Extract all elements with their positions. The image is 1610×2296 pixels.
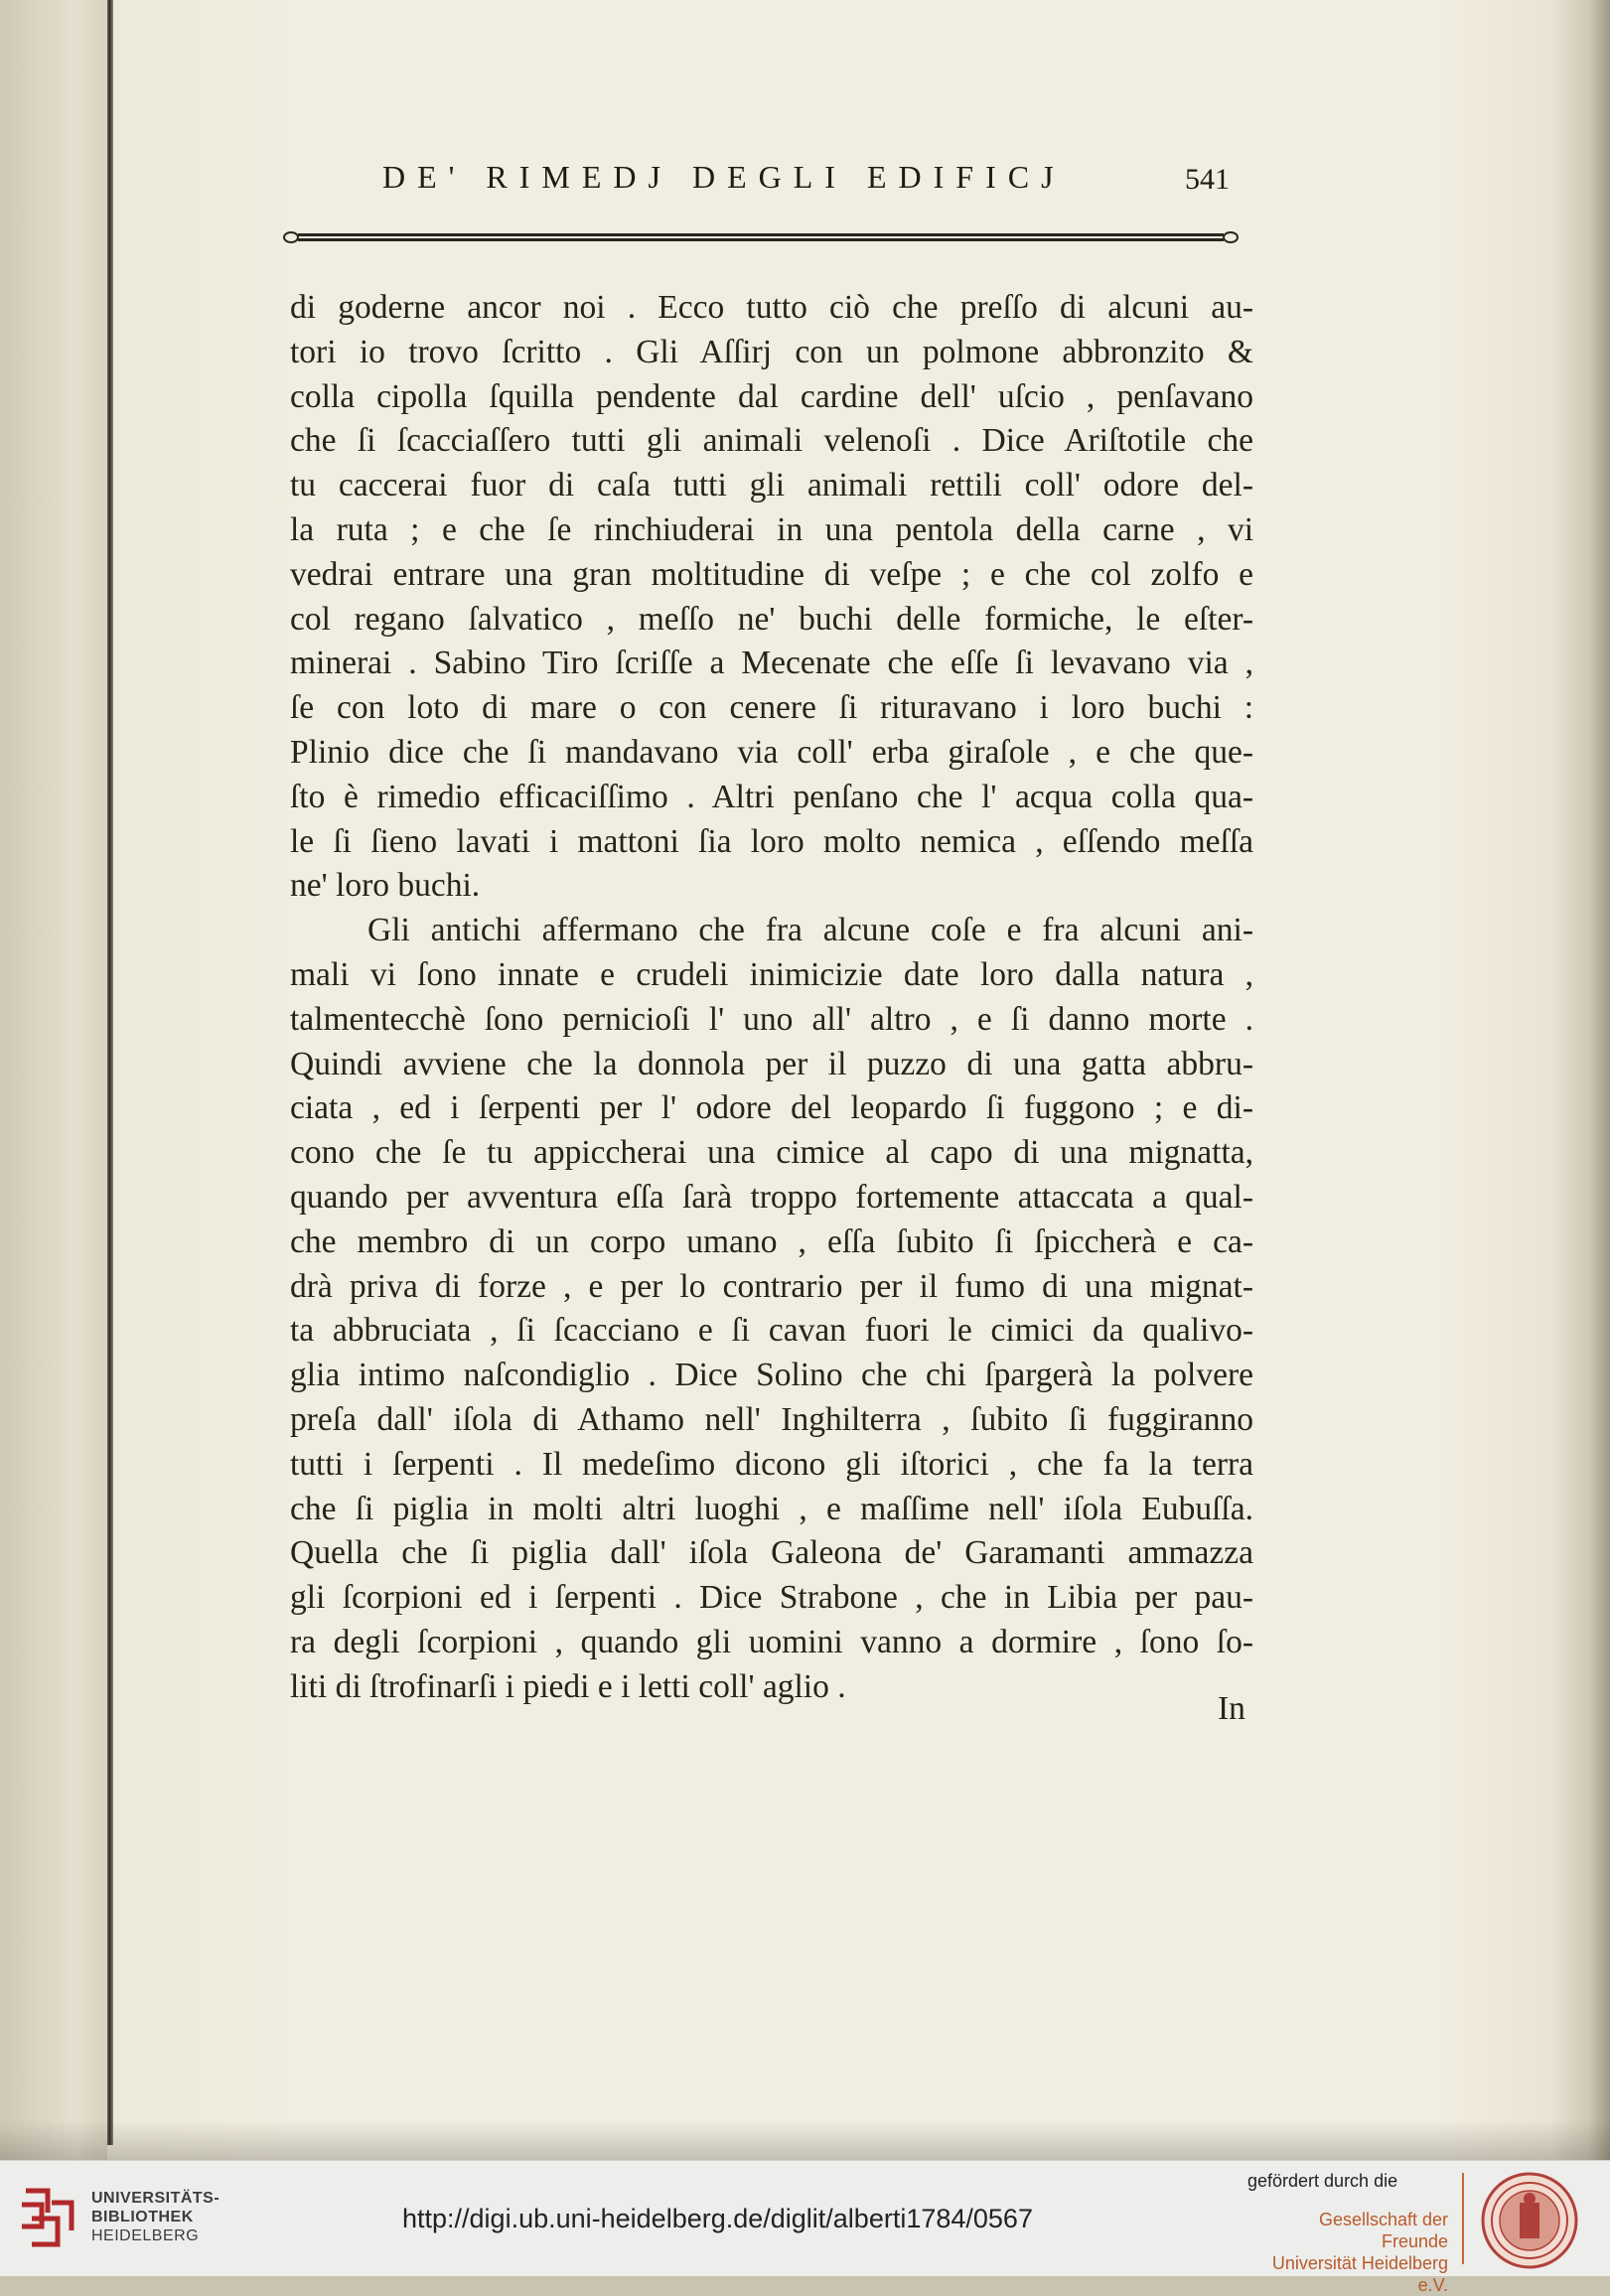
text-line: ſto è rimedio efficaciſſimo . Altri penſano che l' acqua colla qua- — [290, 778, 1253, 815]
text-line: vedrai entrare una gran moltitudine di veſpe ; e che col zolfo e — [290, 555, 1253, 593]
left-page-edge — [0, 0, 107, 2160]
library-name-line: HEIDELBERG — [91, 2227, 200, 2244]
library-logo-icon — [18, 2183, 79, 2252]
text-line: Plinio dice che ſi mandavano via coll' erba giraſole , e che que- — [290, 733, 1253, 771]
text-line: ta abbruciata , ſi ſcacciano e ſi cavan fuori le cimici da qualivo- — [290, 1312, 1253, 1350]
text-line: Quella che ſi piglia dall' iſola Galeona de' Garamanti ammazza — [290, 1534, 1253, 1572]
text-line: quando per avventura eſſa ſarà troppo fortemente attaccata a qual- — [290, 1178, 1253, 1216]
sponsor-name-line: Gesellschaft der Freunde — [1318, 2210, 1448, 2251]
text-line: le ſi ſieno lavati i mattoni ſia loro molto nemica , eſſendo meſſa — [290, 822, 1253, 860]
text-line: cono che ſe tu appiccherai una cimice al capo di una mignatta, — [290, 1134, 1253, 1172]
text-line: gli ſcorpioni ed i ſerpenti . Dice Strabone , che in Libia per pau- — [290, 1579, 1253, 1617]
text-line: che ſi piglia in molti altri luoghi , e maſſime nell' iſola Eubuſſa. — [290, 1490, 1253, 1527]
page-shadow — [0, 2120, 1610, 2160]
permalink-url[interactable]: http://digi.ub.uni-heidelberg.de/diglit/alberti1784/0567 — [402, 2204, 1033, 2233]
university-seal-icon — [1480, 2171, 1579, 2270]
text-line: ciata , ed i ſerpenti per l' odore del leopardo ſi fuggono ; e di- — [290, 1089, 1253, 1127]
text-line: preſa dall' iſola di Athamo nell' Inghilterra , ſubito ſi fuggiranno — [290, 1400, 1253, 1438]
text-line: ſe con loto di mare o con cenere ſi rituravano i loro buchi : — [290, 689, 1253, 727]
page-number: 541 — [1185, 163, 1230, 196]
sponsor-divider — [1462, 2173, 1464, 2264]
text-line: talmentecchè ſono pernicioſi l' uno all' altro , e ſi danno morte . — [290, 1000, 1253, 1038]
ornamental-rule — [283, 230, 1239, 244]
text-line: minerai . Sabino Tiro ſcriſſe a Mecenate che eſſe ſi levavano via , — [290, 645, 1253, 682]
text-line: liti di ſtrofinarſi i piedi e i letti coll' aglio . — [290, 1667, 846, 1705]
text-line: che membro di un corpo umano , eſſa ſubito ſi ſpiccherà e ca- — [290, 1222, 1253, 1260]
text-line: glia intimo naſcondiglio . Dice Solino che chi ſpargerà la polvere — [290, 1357, 1253, 1394]
text-line: Quindi avviene che la donnola per il puzzo di una gatta abbru- — [290, 1045, 1253, 1082]
text-line: col regano ſalvatico , meſſo ne' buchi delle formiche, le eſter- — [290, 600, 1253, 638]
text-line: tori io trovo ſcritto . Gli Aſſirj con un polmone abbronzito & — [290, 333, 1253, 370]
sponsor-label: gefördert durch die — [1247, 2171, 1398, 2191]
sponsor-name-line: Universität Heidelberg e.V. — [1271, 2253, 1448, 2295]
running-title: DE' RIMEDJ DEGLI EDIFICJ — [382, 159, 1066, 195]
text-line: Gli antichi affermano che fra alcune coſe e fra alcuni ani- — [367, 912, 1253, 949]
text-line: ne' loro buchi. — [290, 867, 481, 905]
library-name-line: BIBLIOTHEK — [91, 2209, 194, 2225]
text-line: la ruta ; e che ſe rinchiuderai in una pentola della carne , vi — [290, 510, 1253, 548]
text-line: mali vi ſono innate e crudeli inimicizie date loro dalla natura , — [290, 955, 1253, 993]
digitization-footer — [0, 2160, 1610, 2295]
book-gutter — [107, 0, 113, 2145]
text-line: drà priva di forze , e per lo contrario per il fumo di una mignat- — [290, 1267, 1253, 1305]
sponsor-name — [1253, 2209, 1448, 2296]
library-name — [91, 2189, 220, 2245]
body-text — [290, 286, 1253, 1710]
text-line: che ſi ſcacciaſſero tutti gli animali velenoſi . Dice Ariſtotile che — [290, 422, 1253, 460]
text-line: colla cipolla ſquilla pendente dal cardine dell' uſcio , penſavano — [290, 377, 1253, 415]
catchword: In — [1218, 1690, 1245, 1727]
text-line: di goderne ancor noi . Ecco tutto ciò che preſſo di alcuni au- — [290, 289, 1253, 326]
library-name-line: UNIVERSITÄTS- — [91, 2190, 220, 2207]
text-line: tu caccerai fuor di caſa tutti gli animali rettili coll' odore del- — [290, 467, 1253, 504]
text-line: ra degli ſcorpioni , quando gli uomini vanno a dormire , ſono ſo- — [290, 1623, 1253, 1660]
text-line: tutti i ſerpenti . Il medeſimo dicono gli iſtorici , che fa la terra — [290, 1445, 1253, 1483]
running-head — [382, 159, 1237, 199]
